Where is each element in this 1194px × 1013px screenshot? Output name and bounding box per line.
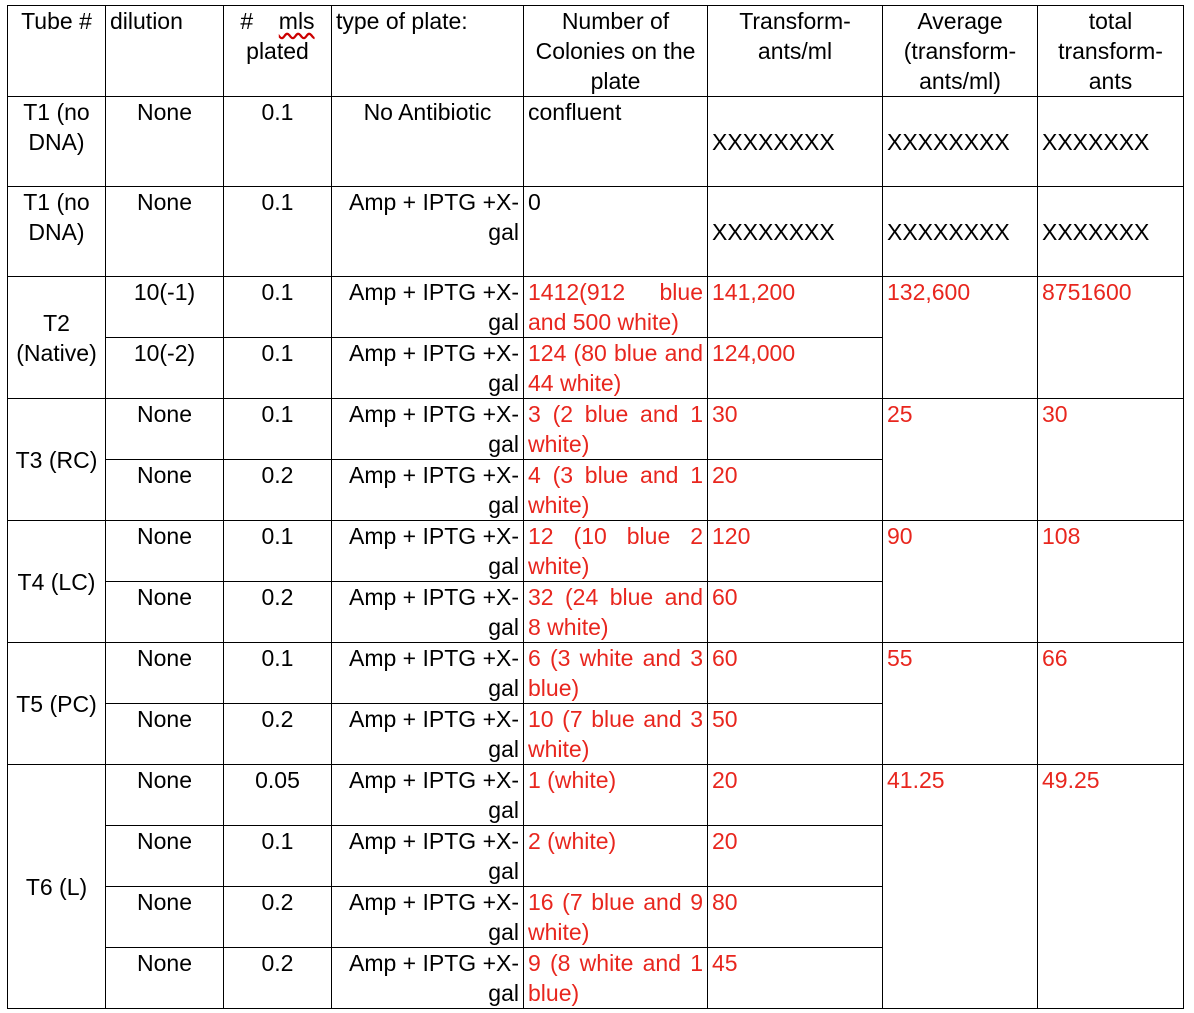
- mls-cell: 0.2: [224, 460, 332, 521]
- transformants-ml-cell: 120: [708, 521, 883, 582]
- dilution-cell: None: [106, 765, 224, 826]
- transformants-ml-cell: XXXXXXXX: [708, 97, 883, 187]
- header-tube: Tube #: [8, 6, 106, 97]
- mls-cell: 0.1: [224, 521, 332, 582]
- transformants-ml-cell: 45: [708, 948, 883, 1009]
- tube-cell: T3 (RC): [8, 399, 106, 521]
- header-total: total transform-ants: [1038, 6, 1184, 97]
- dilution-cell: None: [106, 643, 224, 704]
- dilution-cell: None: [106, 704, 224, 765]
- dilution-cell: 10(-2): [106, 338, 224, 399]
- dilution-cell: 10(-1): [106, 277, 224, 338]
- colonies-cell: 4 (3 blue and 1 white): [524, 460, 708, 521]
- colonies-cell: 10 (7 blue and 3 white): [524, 704, 708, 765]
- mls-cell: 0.1: [224, 187, 332, 277]
- colonies-cell: 12 (10 blue 2 white): [524, 521, 708, 582]
- table-row: [8, 765, 1184, 826]
- dilution-cell: None: [106, 582, 224, 643]
- header-row: [8, 6, 1184, 97]
- header-mls-hash: #: [240, 8, 254, 34]
- average-cell: 132,600: [883, 277, 1038, 399]
- header-mls-plated: [224, 6, 332, 97]
- tube-cell: T4 (LC): [8, 521, 106, 643]
- dilution-cell: None: [106, 826, 224, 887]
- header-mls-word: mls: [278, 8, 315, 34]
- dilution-cell: None: [106, 521, 224, 582]
- plate-type-cell: Amp + IPTG +X-gal: [332, 765, 524, 826]
- plate-type-cell: Amp + IPTG +X-gal: [332, 582, 524, 643]
- plate-type-cell: Amp + IPTG +X-gal: [332, 187, 524, 277]
- total-cell: 108: [1038, 521, 1184, 643]
- transformants-ml-cell: 50: [708, 704, 883, 765]
- transformants-ml-cell: 80: [708, 887, 883, 948]
- colonies-cell: 124 (80 blue and 44 white): [524, 338, 708, 399]
- header-plate-type: type of plate:: [332, 6, 524, 97]
- transformants-ml-cell: XXXXXXXX: [708, 187, 883, 277]
- colonies-cell: 3 (2 blue and 1 white): [524, 399, 708, 460]
- plate-type-cell: Amp + IPTG +X-gal: [332, 277, 524, 338]
- transformants-ml-cell: 30: [708, 399, 883, 460]
- colonies-cell: 16 (7 blue and 9 white): [524, 887, 708, 948]
- mls-cell: 0.1: [224, 643, 332, 704]
- tube-cell: T1 (no DNA): [8, 97, 106, 187]
- dilution-cell: None: [106, 399, 224, 460]
- colonies-cell: 1412(912 blue and 500 white): [524, 277, 708, 338]
- table-row: [8, 643, 1184, 704]
- colonies-cell: 0: [524, 187, 708, 277]
- total-cell: 30: [1038, 399, 1184, 521]
- table-row: [8, 97, 1184, 187]
- total-cell: XXXXXXX: [1038, 187, 1184, 277]
- mls-cell: 0.1: [224, 277, 332, 338]
- header-average: Average (transform-ants/ml): [883, 6, 1038, 97]
- tube-cell: T2 (Native): [8, 277, 106, 399]
- transformants-ml-cell: 20: [708, 765, 883, 826]
- mls-cell: 0.1: [224, 338, 332, 399]
- plate-type-cell: Amp + IPTG +X-gal: [332, 826, 524, 887]
- transformation-results-table: [7, 5, 1184, 1009]
- average-cell: 90: [883, 521, 1038, 643]
- header-colonies: Number of Colonies on the plate: [524, 6, 708, 97]
- mls-cell: 0.1: [224, 826, 332, 887]
- dilution-cell: None: [106, 187, 224, 277]
- plate-type-cell: Amp + IPTG +X-gal: [332, 399, 524, 460]
- transformants-ml-cell: 20: [708, 826, 883, 887]
- plate-type-cell: Amp + IPTG +X-gal: [332, 704, 524, 765]
- tube-cell: T1 (no DNA): [8, 187, 106, 277]
- average-cell: 55: [883, 643, 1038, 765]
- total-cell: 8751600: [1038, 277, 1184, 399]
- plate-type-cell: Amp + IPTG +X-gal: [332, 338, 524, 399]
- mls-cell: 0.1: [224, 399, 332, 460]
- plate-type-cell: Amp + IPTG +X-gal: [332, 887, 524, 948]
- colonies-cell: 32 (24 blue and 8 white): [524, 582, 708, 643]
- average-cell: XXXXXXXX: [883, 97, 1038, 187]
- table-row: [8, 187, 1184, 277]
- plate-type-cell: Amp + IPTG +X-gal: [332, 643, 524, 704]
- dilution-cell: None: [106, 460, 224, 521]
- transformants-ml-cell: 60: [708, 643, 883, 704]
- colonies-cell: 9 (8 white and 1 blue): [524, 948, 708, 1009]
- plate-type-cell: Amp + IPTG +X-gal: [332, 460, 524, 521]
- colonies-cell: 1 (white): [524, 765, 708, 826]
- total-cell: 66: [1038, 643, 1184, 765]
- table-row: [8, 277, 1184, 338]
- mls-cell: 0.2: [224, 948, 332, 1009]
- colonies-cell: 2 (white): [524, 826, 708, 887]
- colonies-cell: 6 (3 white and 3 blue): [524, 643, 708, 704]
- dilution-cell: None: [106, 887, 224, 948]
- table-row: [8, 521, 1184, 582]
- mls-cell: 0.2: [224, 704, 332, 765]
- transformants-ml-cell: 20: [708, 460, 883, 521]
- dilution-cell: None: [106, 948, 224, 1009]
- colonies-cell: confluent: [524, 97, 708, 187]
- plate-type-cell: No Antibiotic: [332, 97, 524, 187]
- plate-type-cell: Amp + IPTG +X-gal: [332, 948, 524, 1009]
- transformants-ml-cell: 124,000: [708, 338, 883, 399]
- mls-cell: 0.1: [224, 97, 332, 187]
- mls-cell: 0.2: [224, 582, 332, 643]
- table-row: [8, 399, 1184, 460]
- transformants-ml-cell: 141,200: [708, 277, 883, 338]
- mls-cell: 0.05: [224, 765, 332, 826]
- average-cell: XXXXXXXX: [883, 187, 1038, 277]
- tube-cell: T6 (L): [8, 765, 106, 1009]
- average-cell: 41.25: [883, 765, 1038, 1009]
- average-cell: 25: [883, 399, 1038, 521]
- dilution-cell: None: [106, 97, 224, 187]
- total-cell: XXXXXXX: [1038, 97, 1184, 187]
- tube-cell: T5 (PC): [8, 643, 106, 765]
- header-plated-word: plated: [246, 38, 309, 64]
- header-dilution: dilution: [106, 6, 224, 97]
- transformants-ml-cell: 60: [708, 582, 883, 643]
- total-cell: 49.25: [1038, 765, 1184, 1009]
- header-transformants-ml: Transform-ants/ml: [708, 6, 883, 97]
- plate-type-cell: Amp + IPTG +X-gal: [332, 521, 524, 582]
- mls-cell: 0.2: [224, 887, 332, 948]
